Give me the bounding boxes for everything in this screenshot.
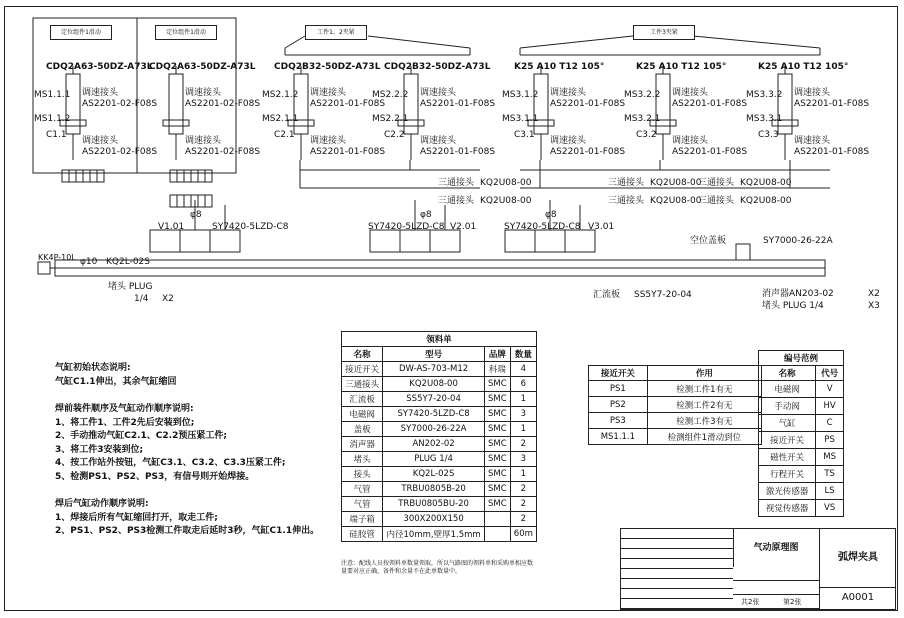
product-name: 弧焊夹具 [819,529,896,588]
table-row [342,377,537,392]
code-table [758,350,844,517]
pre-line: 5、检测PS1、PS2、PS3，有信号则开始焊接。 [55,471,255,482]
post-title: 焊后气缸动作顺序说明: [55,499,149,509]
table-cell: AN202-02 [383,437,485,452]
table-cell: 盖板 [342,422,383,437]
table-cell: 3 [510,407,536,422]
valve-port [198,195,205,207]
group-label: 定位组件1滑动 [155,25,217,40]
schematic-label: 调速接头 [82,88,119,98]
plug-qty: X2 [162,294,174,304]
group-label: 工件1、2夹紧 [305,25,367,40]
table-cell: HV [816,398,844,415]
table-cell: 2 [510,482,536,497]
schematic-label: C2.2 [384,130,405,140]
schematic-label: C2.1 [274,130,295,140]
table-row [342,437,537,452]
schematic-label: AS2201-01-F08S [794,147,870,157]
table-cell [484,527,510,542]
table-cell: 堵头 [342,452,383,467]
table-cell: 科瑞 [484,362,510,377]
schematic-label: MS3.1.1 [502,114,539,124]
blank-plate-label: 空位盖板 [690,236,727,246]
table-cell: 端子箱 [342,512,383,527]
schematic-label: MS3.3.2 [746,90,783,100]
schematic-label: AS2201-01-F08S [550,147,626,157]
valve-port [184,195,191,207]
cylinder-body [778,74,792,134]
materials-note: 注意：配线人员按领料单数量领取，所以气路图的领料单和采购单相应数量要对应正确，备件和余量不在此单数量中。 [341,560,534,575]
schematic-label: K25 A10 T12 105° [758,62,849,72]
table-cell: TRBU0805B-20 [383,482,485,497]
revision-grid [621,529,734,609]
table-header: 数量 [510,347,536,362]
table-cell: SMC [484,467,510,482]
schematic-label: 调速接头 [310,136,347,146]
pipe-line [520,36,633,48]
table-cell [484,512,510,527]
blank-plate-part: SY7000-26-22A [763,236,833,246]
valve-port [170,170,177,182]
solenoid-valve [505,230,595,252]
schematic-label: MS3.2.2 [624,90,661,100]
cylinder-piston [163,120,189,126]
schematic-label: C1.1 [46,130,67,140]
table-header: 代号 [816,366,844,381]
valve-port [62,170,69,182]
table-cell: 消声器 [342,437,383,452]
table-cell: 接近开关 [342,362,383,377]
schematic-label: 调速接头 [550,136,587,146]
table-header: 名称 [342,347,383,362]
table-cell: TRBU0805BU-20 [383,497,485,512]
table-cell: PS3 [589,413,648,429]
table-cell: 2 [510,512,536,527]
valve-port [90,170,97,182]
tee-label: 三通接头 [438,178,475,188]
init-title: 气缸初始状态说明: [55,363,131,373]
schematic-label: MS1.1.1 [34,90,71,100]
table-row [589,381,762,397]
table-row [589,429,762,445]
valve-port [205,170,212,182]
table-cell: MS1.1.1 [589,429,648,445]
schematic-label: AS2201-01-F08S [672,147,748,157]
tube-size: φ8 [545,210,557,220]
tee-part: KQ2U08-00 [650,196,702,206]
schematic-label: AS2201-02-F08S [82,99,158,109]
table-cell: 接头 [342,467,383,482]
post-line: 2、PS1、PS2、PS3检测工件取走后延时3秒，气缸C1.1伸出。 [55,526,320,536]
tee-label: 三通接头 [608,178,645,188]
cylinder-body [404,74,418,134]
schematic-label: MS3.1.2 [502,90,539,100]
table-row [342,497,537,512]
table-cell: SMC [484,422,510,437]
valve-port [198,170,205,182]
group-label: 定位组件1滑动 [50,25,112,40]
table-cell: 60m [510,527,536,542]
table-cell: 检测组件1滑动到位 [647,429,761,445]
table-row [759,500,844,517]
schematic-label: 调速接头 [185,88,222,98]
tube-size: φ10 [80,257,98,267]
codes-title: 编号范例 [759,351,844,366]
schematic-label: MS1.1.2 [34,114,71,124]
blank-plate [736,244,750,260]
table-cell: 2 [510,497,536,512]
table-cell: 6 [510,377,536,392]
table-cell: 检测工件2有无 [647,397,761,413]
schematic-label: AS2201-02-F08S [185,147,261,157]
materials-table [341,331,537,542]
table-row [759,449,844,466]
table-cell: V [816,381,844,398]
table-cell: 行程开关 [759,466,816,483]
source-fitting: KK4P-10L [38,253,76,262]
manifold-part: SS5Y7-20-04 [634,290,692,300]
solenoid-valve [370,230,460,252]
cylinder-body [66,74,80,134]
switch-table [588,365,762,445]
solenoid-valve [150,230,240,252]
schematic-label: AS2201-01-F08S [672,99,748,109]
schematic-label: MS3.2.1 [624,114,661,124]
table-cell: SMC [484,407,510,422]
table-cell: 1 [510,422,536,437]
valve-port [69,170,76,182]
table-cell: 检测工件1有无 [647,381,761,397]
table-cell: LS [816,483,844,500]
plug-label: 堵头 PLUG 1/4 [762,301,824,311]
table-cell: DW-AS-703-M12 [383,362,485,377]
table-cell: 2 [510,437,536,452]
tube-size: φ8 [190,210,202,220]
pre-line: 1、将工件1、工件2先后安装到位; [55,417,195,428]
table-row [342,482,537,497]
schematic-label: K25 A10 T12 105° [514,62,605,72]
table-cell: 检测工件3有无 [647,413,761,429]
table-header: 名称 [759,366,816,381]
pre-line: 3、将工件3安装到位; [55,444,144,455]
table-cell: 内径10mm,壁厚1.5mm [383,527,485,542]
table-row [342,452,537,467]
notes [55,362,319,539]
table-cell: 激光传感器 [759,483,816,500]
table-header: 接近开关 [589,366,648,381]
schematic-label: AS2201-01-F08S [420,99,496,109]
pre-line: 4、按工作站外按钮，气缸C3.1、C3.2、C3.3压紧工件; [55,458,286,468]
cylinder-body [169,74,183,134]
schematic-label: AS2201-01-F08S [310,99,386,109]
table-cell: 硅胶管 [342,527,383,542]
schematic-label: 调速接头 [82,136,119,146]
table-cell: SS5Y7-20-04 [383,392,485,407]
table-cell: PS1 [589,381,648,397]
pre-title: 焊前装件顺序及气缸动作顺序说明: [55,404,194,414]
table-cell: 手动阀 [759,398,816,415]
schematic-label: 调速接头 [420,136,457,146]
tee-part: KQ2U08-00 [480,178,532,188]
schematic-label: AS2201-02-F08S [82,147,158,157]
table-cell: SMC [484,497,510,512]
plug-size: 1/4 [134,294,149,304]
table-row [342,392,537,407]
materials-title: 领料单 [342,332,537,347]
table-cell: C [816,415,844,432]
schematic-label: CDQ2A63-50DZ-A73L [46,62,153,72]
schematic-label: C3.3 [758,130,779,140]
cylinder-body [656,74,670,134]
table-cell: 气管 [342,482,383,497]
tee-part: KQ2U08-00 [480,196,532,206]
schematic-label: CDQ2B32-50DZ-A73L [384,62,491,72]
table-cell: SMC [484,392,510,407]
valve-model: SY7420-5LZD-C8 [212,222,289,232]
manifold-bar [55,268,825,276]
valve-port [177,170,184,182]
table-row [589,397,762,413]
table-row [342,512,537,527]
table-cell: PS [816,432,844,449]
pipe-line [285,36,305,48]
table-cell: 磁性开关 [759,449,816,466]
cylinder-body [534,74,548,134]
table-row [342,467,537,482]
drawing-number: A0001 [819,587,896,609]
pipe-line [368,36,470,48]
cylinder-body [294,74,308,134]
table-cell: KQ2L-02S [383,467,485,482]
table-cell: 1 [510,392,536,407]
table-row [759,415,844,432]
valve-model: SY7420-5LZD-C8 [368,222,445,232]
schematic-label: 调速接头 [420,88,457,98]
schematic-label: AS2201-01-F08S [550,99,626,109]
table-cell: VS [816,500,844,517]
table-cell: SMC [484,437,510,452]
muffler-label: 消声器AN203-02 [762,289,834,299]
schematic-label: 调速接头 [672,88,709,98]
valve-port [205,195,212,207]
valve-port [177,195,184,207]
table-cell: KQ2U08-00 [383,377,485,392]
schematic-label: C3.2 [636,130,657,140]
schematic-label: 调速接头 [185,136,222,146]
table-row [759,432,844,449]
table-cell: 4 [510,362,536,377]
schematic-label: C3.1 [514,130,535,140]
table-row [342,407,537,422]
manifold-bar [55,260,825,268]
table-cell: PLUG 1/4 [383,452,485,467]
plug-label: 堵头 PLUG [108,282,153,292]
air-source [38,262,50,274]
schematic-label: MS2.2.1 [372,114,409,124]
schematic-label: 调速接头 [550,88,587,98]
schematic-label: AS2201-01-F08S [794,99,870,109]
schematic-label: AS2201-01-F08S [310,147,386,157]
tube-size: φ8 [420,210,432,220]
group-label: 工件3夹紧 [633,25,695,40]
tee-label: 三通接头 [608,196,645,206]
table-row [759,381,844,398]
table-cell: 300X200X150 [383,512,485,527]
schematic-label: MS2.1.1 [262,114,299,124]
table-cell: 气管 [342,497,383,512]
table-cell: 气缸 [759,415,816,432]
table-cell: 汇流板 [342,392,383,407]
table-cell: SMC [484,377,510,392]
table-cell: TS [816,466,844,483]
table-row [342,527,537,542]
table-row [759,398,844,415]
table-cell: 视觉传感器 [759,500,816,517]
table-cell: SY7000-26-22A [383,422,485,437]
manifold-label: 汇流板 [593,290,621,300]
pre-line: 2、手动推动气缸C2.1、C2.2预压紧工件; [55,431,227,441]
table-cell: 3 [510,452,536,467]
pipe-line [693,36,820,48]
tee-part: KQ2U08-00 [740,196,792,206]
title-block [620,528,896,610]
valve-port [83,170,90,182]
schematic-label: CDQ2A63-50DZ-A73L [149,62,256,72]
sheet-number: 第2张 [783,598,802,606]
valve-id: V3.01 [588,222,615,232]
valve-model: SY7420-5LZD-C8 [504,222,581,232]
table-cell: 电磁阀 [759,381,816,398]
table-cell: 接近开关 [759,432,816,449]
sheet-count: 共2张 [741,598,760,606]
table-cell: SY7420-5LZD-C8 [383,407,485,422]
table-header: 型号 [383,347,485,362]
plug-qty: X3 [868,301,880,311]
valve-port [76,170,83,182]
drawing-title: 气动原理图 [733,529,819,568]
tee-part: KQ2U08-00 [740,178,792,188]
table-cell: 1 [510,467,536,482]
muffler-qty: X2 [868,289,880,299]
table-header: 品牌 [484,347,510,362]
table-row [589,413,762,429]
table-row [759,466,844,483]
table-row [759,483,844,500]
schematic-label: AS2201-02-F08S [185,99,261,109]
schematic-label: MS2.2.2 [372,90,409,100]
valve-port [184,170,191,182]
schematic-label: MS2.1.2 [262,90,299,100]
table-cell: PS2 [589,397,648,413]
valve-port [191,170,198,182]
table-cell: MS [816,449,844,466]
tee-label: 三通接头 [698,196,735,206]
table-cell: SMC [484,452,510,467]
schematic-label: 调速接头 [794,136,831,146]
table-row [342,422,537,437]
schematic-label: 调速接头 [672,136,709,146]
table-header: 作用 [647,366,761,381]
table-row [342,362,537,377]
table-cell: 电磁阀 [342,407,383,422]
schematic-label: AS2201-01-F08S [420,147,496,157]
tee-label: 三通接头 [438,196,475,206]
valve-id: V2.01 [450,222,477,232]
schematic-label: K25 A10 T12 105° [636,62,727,72]
table-cell: SMC [484,482,510,497]
tee-part: KQ2U08-00 [650,178,702,188]
connector-label: KQ2L-02S [106,257,150,267]
schematic-label: 调速接头 [794,88,831,98]
valve-id: V1.01 [158,222,185,232]
post-line: 1、焊接后所有气缸缩回打开，取走工件; [55,512,218,523]
schematic-label: CDQ2B32-50DZ-A73L [274,62,381,72]
table-cell: 三通接头 [342,377,383,392]
valve-port [97,170,104,182]
init-line: 气缸C1.1伸出，其余气缸缩回 [55,376,177,387]
schematic-label: 调速接头 [310,88,347,98]
schematic-label: MS3.3.1 [746,114,783,124]
valve-port [170,195,177,207]
tee-label: 三通接头 [698,178,735,188]
